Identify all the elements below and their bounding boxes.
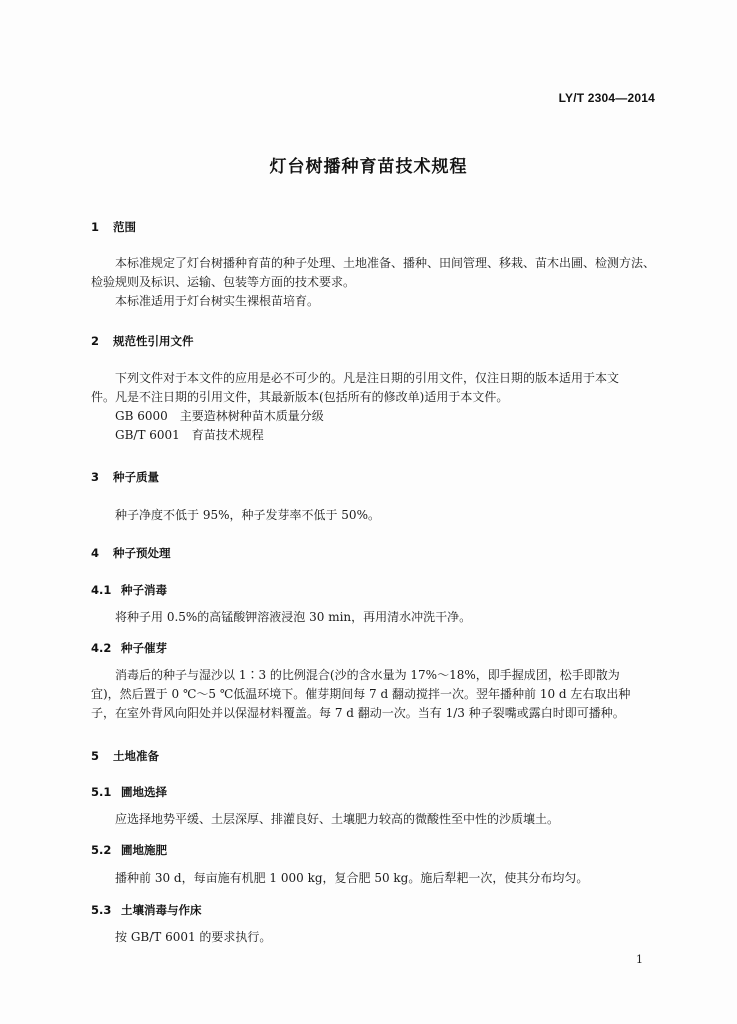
paragraph-line: 本标准适用于灯台树实生裸根苗培育。 <box>115 294 320 308</box>
section-number: 3 <box>91 470 100 484</box>
subsection-5-1-body <box>91 810 669 829</box>
paragraph-line: 将种子用 0.5%的高锰酸钾溶液浸泡 30 min，再用清水冲洗干净。 <box>115 610 472 624</box>
subsection-5-2-body <box>91 869 669 888</box>
section-number: 1 <box>91 220 100 234</box>
subsection-heading-5-3 <box>91 902 202 918</box>
reference-gb6000: GB 6000 主要造林树种苗木质量分级 <box>115 409 324 423</box>
reference-gbt6001: GB/T 6001 育苗技术规程 <box>115 428 264 442</box>
subsection-title: 圃地施肥 <box>121 843 167 857</box>
paragraph-line: 应选择地势平缓、土层深厚、排灌良好、土壤肥力较高的微酸性至中性的沙质壤土。 <box>115 812 560 826</box>
subsection-4-2-body <box>91 666 669 723</box>
paragraph-line: 按 GB/T 6001 的要求执行。 <box>115 930 272 944</box>
section-title: 土地准备 <box>113 749 159 763</box>
paragraph-line: 件。凡是不注日期的引用文件，其最新版本(包括所有的修改单)适用于本文件。 <box>91 390 509 404</box>
paragraph-line: 消毒后的种子与湿沙以 1∶3 的比例混合(沙的含水量为 17%～18%，即手握成团，松手即散为 <box>115 668 620 682</box>
subsection-number: 5.3 <box>91 903 112 917</box>
section-heading-5 <box>91 748 159 764</box>
subsection-title: 圃地选择 <box>121 785 167 799</box>
standard-code: LY/T 2304—2014 <box>558 91 655 105</box>
section-title: 范围 <box>113 220 136 234</box>
subsection-5-3-body <box>91 928 669 947</box>
paragraph-line: 子，在室外背风向阳处并以保湿材料覆盖。每 7 d 翻动一次。当有 1/3 种子裂嘴或露白时即可播种。 <box>91 706 625 720</box>
subsection-number: 5.1 <box>91 785 112 799</box>
paragraph-line: 宜)，然后置于 0 ℃～5 ℃低温环境下。催芽期间每 7 d 翻动搅拌一次。翌年播种前 10 d 左右取出种 <box>91 687 631 701</box>
subsection-heading-4-2 <box>91 640 167 656</box>
subsection-heading-5-2 <box>91 842 167 858</box>
section-title: 种子预处理 <box>113 546 171 560</box>
section-2-body <box>91 369 669 445</box>
section-title: 规范性引用文件 <box>113 334 194 348</box>
subsection-title: 种子催芽 <box>121 641 167 655</box>
subsection-number: 4.1 <box>91 583 112 597</box>
section-1-body <box>91 254 669 311</box>
subsection-4-1-body <box>91 608 669 627</box>
section-3-body <box>91 506 669 525</box>
section-title: 种子质量 <box>113 470 159 484</box>
section-number: 5 <box>91 749 100 763</box>
section-heading-1 <box>91 219 136 235</box>
paragraph-line: 种子净度不低于 95%，种子发芽率不低于 50%。 <box>115 508 380 522</box>
subsection-title: 种子消毒 <box>121 583 167 597</box>
page-number: 1 <box>636 953 643 966</box>
paragraph-line: 本标准规定了灯台树播种育苗的种子处理、土地准备、播种、田间管理、移栽、苗木出圃、检测方法、 <box>115 256 656 270</box>
paragraph-line: 下列文件对于本文件的应用是必不可少的。凡是注日期的引用文件，仅注日期的版本适用于本文 <box>115 371 620 385</box>
paragraph-line: 检验规则及标识、运输、包装等方面的技术要求。 <box>91 275 356 289</box>
section-number: 4 <box>91 546 100 560</box>
section-heading-4 <box>91 545 171 561</box>
section-number: 2 <box>91 334 100 348</box>
subsection-title: 土壤消毒与作床 <box>121 903 202 917</box>
subsection-number: 4.2 <box>91 641 112 655</box>
subsection-heading-4-1 <box>91 582 167 598</box>
section-heading-3 <box>91 469 159 485</box>
document-title: 灯台树播种育苗技术规程 <box>269 157 468 177</box>
subsection-number: 5.2 <box>91 843 112 857</box>
section-heading-2 <box>91 333 194 349</box>
paragraph-line: 播种前 30 d，每亩施有机肥 1 000 kg，复合肥 50 kg。施后犁耙一次，使其分布均匀。 <box>115 871 589 885</box>
subsection-heading-5-1 <box>91 784 167 800</box>
